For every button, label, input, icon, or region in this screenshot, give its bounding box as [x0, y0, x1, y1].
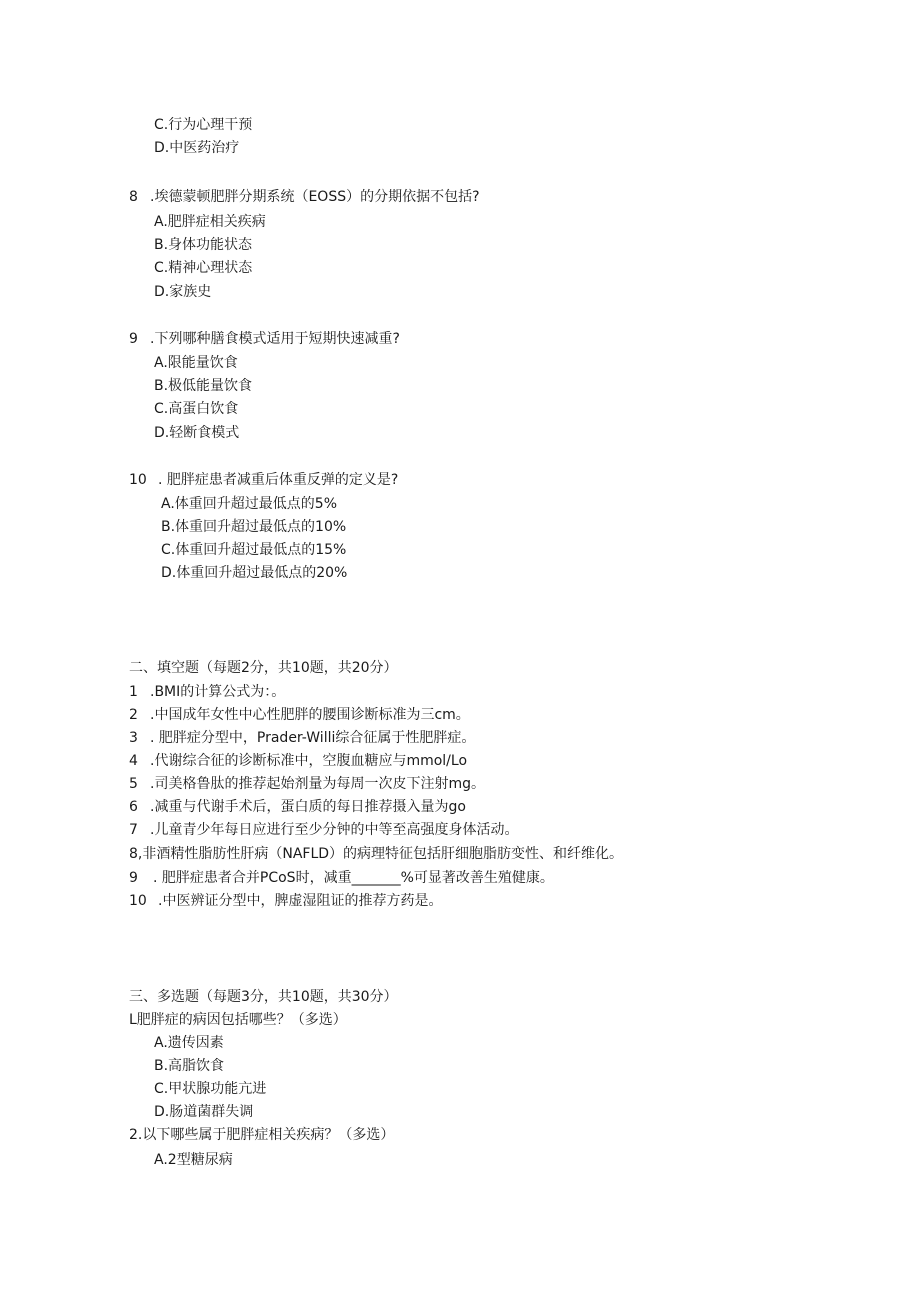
option-c: C.精神心理状态	[154, 260, 253, 276]
option-a: A.限能量饮食	[154, 355, 238, 371]
fill-question-text: .中国成年女性中心性肥胖的腰围诊断标准为三cm。	[150, 707, 470, 723]
fill-question-text: .代谢综合征的诊断标准中，空腹血糖应与mmol/Lo	[150, 753, 468, 769]
question-number: 10	[129, 893, 147, 909]
question-text: 2.以下哪些属于肥胖症相关疾病？（多选）	[129, 1127, 395, 1143]
option-a: A.体重回升超过最低点的5%	[161, 496, 337, 512]
question-number: 9	[129, 870, 138, 886]
question-number: 8	[129, 189, 138, 205]
fill-question-text: .BMI的计算公式为：。	[150, 684, 286, 700]
question-number: 10	[129, 472, 147, 488]
option-b: B.身体功能状态	[154, 237, 253, 253]
question-text: L肥胖症的病因包括哪些？（多选）	[129, 1012, 347, 1028]
question-number: 5	[129, 776, 138, 792]
fill-question-text: .减重与代谢手术后，蛋白质的每日推荐摄入量为go	[150, 799, 466, 815]
option-a: A.遗传因素	[154, 1035, 224, 1051]
question-number: 9	[129, 331, 138, 347]
option-b: B.高脂饮食	[154, 1058, 225, 1074]
question-number: 4	[129, 753, 138, 769]
option-b: B.极低能量饮食	[154, 378, 253, 394]
option-d: D.家族史	[154, 284, 212, 300]
question-number: 7	[129, 822, 138, 838]
option-b: B.体重回升超过最低点的10%	[161, 519, 347, 535]
option-a: A.2型糖尿病	[154, 1152, 233, 1168]
option-c: C.体重回升超过最低点的15%	[161, 542, 347, 558]
fill-question-text: 8,非酒精性脂肪性肝病（NAFLD）的病理特征包括肝细胞脂肪变性、和纤维化。	[129, 846, 624, 862]
fill-question-text: .儿童青少年每日应进行至少分钟的中等至高强度身体活动。	[150, 822, 519, 838]
option-c: C.高蛋白饮食	[154, 401, 239, 417]
fill-question-text: . 肥胖症分型中，Prader-Willi综合征属于性肥胖症。	[150, 730, 476, 746]
fill-question-text: .中医辨证分型中，脾虚湿阻证的推荐方药是。	[158, 893, 443, 909]
option-d: D.肠道菌群失调	[154, 1104, 254, 1120]
question-number: 3	[129, 730, 138, 746]
section-header: 三、多选题（每题3分，共10题，共30分）	[129, 989, 398, 1005]
fill-question-text: . 肥胖症患者合并PCoS时，减重_______%可显著改善生殖健康。	[153, 870, 554, 886]
section-header: 二、填空题（每题2分，共10题，共20分）	[129, 660, 398, 676]
option-d: D.中医药治疗	[154, 140, 240, 156]
option-c: C.甲状腺功能亢进	[154, 1081, 267, 1097]
question-text: .埃德蒙顿肥胖分期系统（EOSS）的分期依据不包括?	[150, 189, 480, 205]
fill-question-text: .司美格鲁肽的推荐起始剂量为每周一次皮下注射mg。	[150, 776, 485, 792]
question-number: 6	[129, 799, 138, 815]
option-a: A.肥胖症相关疾病	[154, 214, 266, 230]
question-number: 1	[129, 684, 138, 700]
question-text: . 肥胖症患者减重后体重反弹的定义是?	[158, 472, 399, 488]
option-d: D.轻断食模式	[154, 425, 240, 441]
question-number: 2	[129, 707, 138, 723]
question-text: .下列哪种膳食模式适用于短期快速减重?	[150, 331, 400, 347]
option-d: D.体重回升超过最低点的20%	[161, 565, 348, 581]
option-c: C.行为心理干预	[154, 117, 253, 133]
